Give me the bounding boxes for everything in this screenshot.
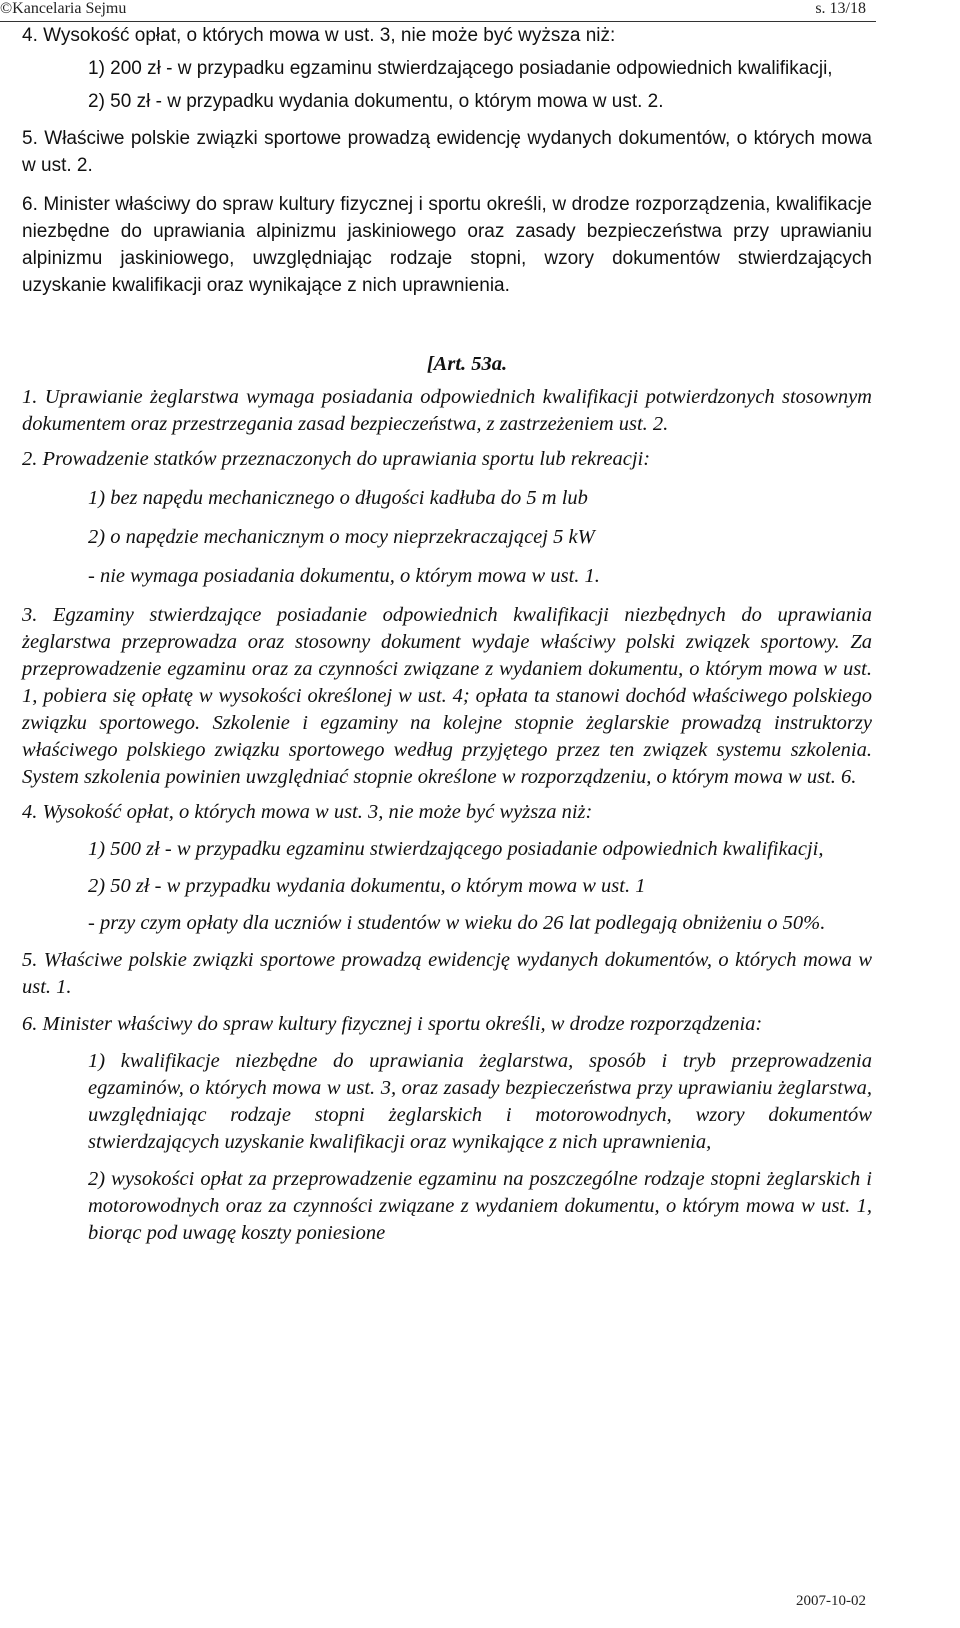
old-paragraph-5: 5. Właściwe polskie związki sportowe prowadzą ewidencję wydanych dokumentów, o których mowa w ust. 2. xyxy=(22,128,872,176)
article-paragraph-4-item-1: 1) 500 zł - w przypadku egzaminu stwierdzającego posiadanie odpowiednich kwalifikacji, xyxy=(88,838,824,860)
document-body xyxy=(22,22,872,1247)
article-paragraph-2: 2. Prowadzenie statków przeznaczonych do uprawiania sportu lub rekreacji: xyxy=(22,448,651,470)
old-paragraph-4: 4. Wysokość opłat, o których mowa w ust. 3, nie może być wyższa niż: xyxy=(22,25,616,46)
article-paragraph-6: 6. Minister właściwy do spraw kultury fizycznej i sportu określi, w drodze rozporządzenia: xyxy=(22,1013,763,1035)
article-paragraph-6-item-2: 2) wysokości opłat za przeprowadzenie egzaminu na poszczególne rodzaje stopni żeglarskich i motorowodnych oraz za czynności związane z wydaniem dokumentu, o którym mowa w ust. 1, biorąc pod uwagę koszty poniesione xyxy=(88,1168,872,1244)
header-page-number: s. 13/18 xyxy=(815,0,866,17)
footer-date: 2007-10-02 xyxy=(796,1593,866,1609)
article-paragraph-2-item-1: 1) bez napędu mechanicznego o długości kadłuba do 5 m lub xyxy=(88,487,588,509)
old-paragraph-4-item-1: 1) 200 zł - w przypadku egzaminu stwierdzającego posiadanie odpowiednich kwalifikacji, xyxy=(88,58,833,79)
article-paragraph-4-item-2: 2) 50 zł - w przypadku wydania dokumentu, o którym mowa w ust. 1 xyxy=(88,875,646,897)
article-paragraph-2-tail: - nie wymaga posiadania dokumentu, o którym mowa w ust. 1. xyxy=(88,565,600,587)
article-paragraph-2-item-2: 2) o napędzie mechanicznym o mocy nieprzekraczającej 5 kW xyxy=(88,526,595,548)
header-copyright: ©Kancelaria Sejmu xyxy=(0,0,127,17)
old-paragraph-6: 6. Minister właściwy do spraw kultury fizycznej i sportu określi, w drodze rozporządzenia, kwalifikacje niezbędne do uprawiania alpinizmu jaskiniowego oraz zasady bezpieczeństwa przy uprawianiu alpinizmu jaskiniowego, uwzględniając rodzaje stopni, wzory dokumentów stwierdzających uzyskanie kwalifikacji oraz wynikające z nich uprawnienia. xyxy=(22,194,872,296)
article-paragraph-5: 5. Właściwe polskie związki sportowe prowadzą ewidencję wydanych dokumentów, o których mowa w ust. 1. xyxy=(22,949,872,998)
article-heading: [Art. 53a. xyxy=(426,353,508,375)
article-paragraph-4-tail: - przy czym opłaty dla uczniów i studentów w wieku do 26 lat podlegają obniżeniu o 50%. xyxy=(88,912,826,934)
article-paragraph-3: 3. Egzaminy stwierdzające posiadanie odpowiednich kwalifikacji niezbędnych do uprawiania żeglarstwa przeprowadza oraz stosowny dokument wydaje właściwy polski związek sportowy. Za przeprowadzenie egzaminu oraz za czynności związane z wydaniem dokumentu, o którym mowa w ust. 1, pobiera się opłatę w wysokości określonej w ust. 4; opłata ta stanowi dochód właściwego polskiego związku sportowego. Szkolenie i egzaminy na kolejne stopnie żeglarskie prowadzą instruktorzy właściwego polskiego związku sportowego według przyjętego przez ten związek systemu szkolenia. System szkolenia powinien uwzględniać stopnie określone w rozporządzeniu, o którym mowa w ust. 6. xyxy=(22,604,872,788)
old-paragraph-4-item-2: 2) 50 zł - w przypadku wydania dokumentu, o którym mowa w ust. 2. xyxy=(88,91,664,112)
article-paragraph-1: 1. Uprawianie żeglarstwa wymaga posiadania odpowiednich kwalifikacji potwierdzonych stosownym dokumentem oraz przestrzegania zasad bezpieczeństwa, z zastrzeżeniem ust. 2. xyxy=(22,386,872,435)
page-header xyxy=(0,0,960,24)
article-paragraph-4: 4. Wysokość opłat, o których mowa w ust. 3, nie może być wyższa niż: xyxy=(22,801,593,823)
article-paragraph-6-item-1: 1) kwalifikacje niezbędne do uprawiania żeglarstwa, sposób i tryb przeprowadzenia egzaminów, o których mowa w ust. 3, oraz zasady bezpieczeństwa przy uprawianiu żeglarstwa, uwzględniając rodzaje stopni żeglarskich i motorowodnych, wzory dokumentów stwierdzających uzyskanie kwalifikacji oraz wynikające z nich uprawnienia, xyxy=(88,1050,872,1153)
